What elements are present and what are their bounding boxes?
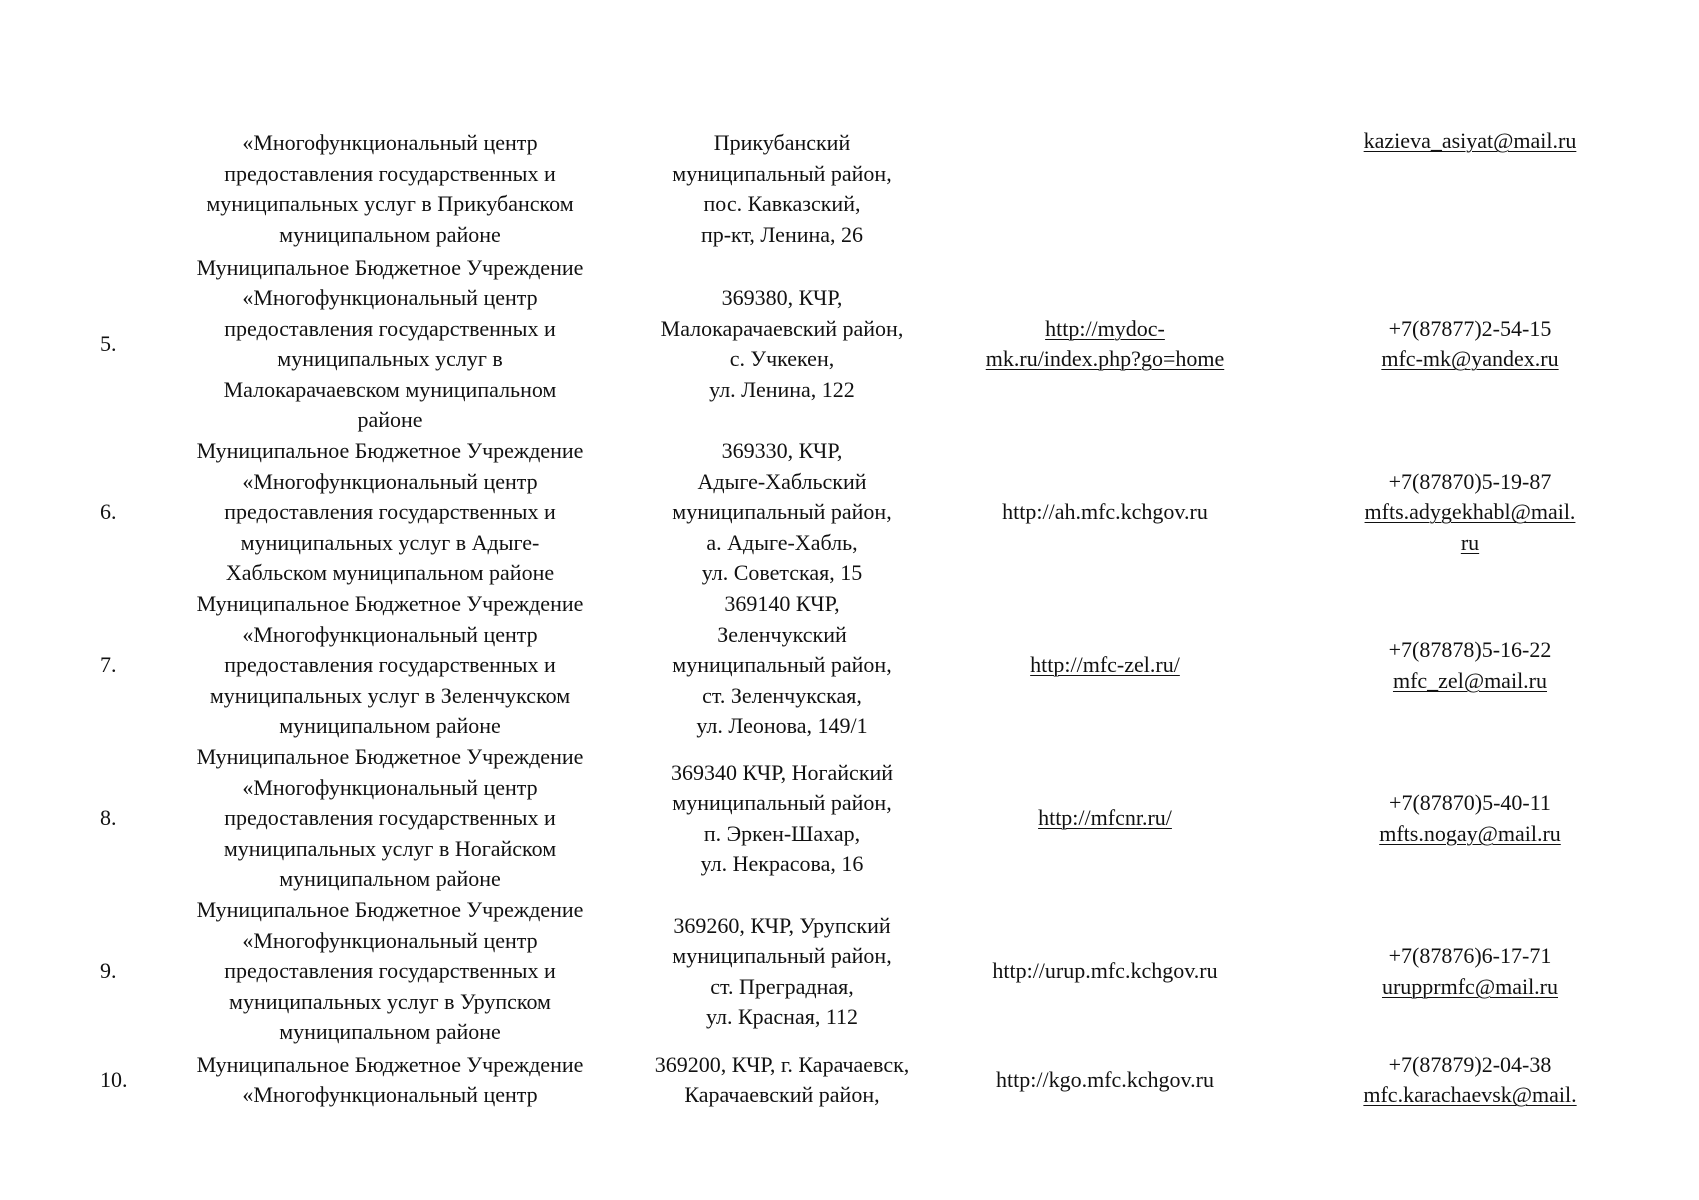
contacts-cell [1265,126,1675,156]
table-row [0,742,1699,895]
table-row [0,1048,1699,1112]
table-row [0,895,1699,1048]
organization-name: Муниципальное Бюджетное Учреждение «Многофункциональный центр предоставления государственных и муниципальных услуг в Адыге- Хабльском муниципальном районе [196,438,584,586]
website-link[interactable]: http://mydoc- mk.ru/index.php?go=home [985,315,1225,371]
contacts-cell [1265,742,1675,895]
organization-name: Муниципальное Бюджетное Учреждение «Многофункциональный центр предоставления государственных и муниципальных услуг в Малокарачаевском муниципальном районе [196,254,584,432]
website-link[interactable]: http://ah.mfc.kchgov.ru [1002,499,1208,525]
contacts [1382,941,1558,1002]
contacts-cell [1265,1048,1675,1112]
contacts [1381,314,1558,375]
email-link[interactable]: mfc-mk@yandex.ru [1381,346,1559,371]
email-link[interactable]: mfts.adygekhabl@mail. ru [1364,499,1576,555]
address: Прикубанский муниципальный район, пос. Кавказский, пр-кт, Ленина, 26 [672,130,892,247]
email-link[interactable]: kazieva_asiyat@mail.ru [1363,127,1577,153]
row-number: 5. [100,330,117,356]
email-link[interactable]: mfc_zel@mail.ru [1392,667,1548,693]
website-link[interactable] [960,126,1250,252]
phone-number: +7(87878)5-16-22 [1388,637,1552,662]
organization-name: Муниципальное Бюджетное Учреждение «Многофункциональный центр предоставления государственных и муниципальных услуг в Ногайском муниципальном районе [196,744,584,892]
contacts [1365,467,1576,559]
phone-number: +7(87870)5-19-87 [1388,468,1552,494]
email-link[interactable]: mfc.karachaevsk@mail. [1363,1082,1577,1107]
table-row [0,252,1699,436]
address: 369260, КЧР, Урупский муниципальный район, ст. Преградная, ул. Красная, 112 [672,912,892,1029]
phone-number: +7(87877)2-54-15 [1388,315,1552,341]
website-link[interactable]: http://kgo.mfc.kchgov.ru [996,1066,1214,1092]
contacts-cell [1265,252,1675,436]
address: 369330, КЧР, Адыге-Хабльский муниципальный район, а. Адыге-Хабль, ул. Советская, 15 [672,438,892,586]
row-number [100,126,160,252]
website-link[interactable]: http://mfc-zel.ru/ [1030,652,1180,678]
email-link[interactable]: mfts.nogay@mail.ru [1379,820,1561,846]
organization-name: Муниципальное Бюджетное Учреждение «Многофункциональный центр [196,1051,584,1107]
contacts [1363,1050,1576,1111]
email-link[interactable]: urupprmfc@mail.ru [1381,973,1559,999]
website-link[interactable]: http://mfcnr.ru/ [1038,805,1172,831]
organization-name: «Многофункциональный центр предоставления государственных и муниципальных услуг в Прикубанском муниципальном районе [206,130,574,247]
table-row [0,436,1699,589]
contacts-cell [1265,436,1675,589]
row-number: 8. [100,805,117,831]
website-link[interactable]: http://urup.mfc.kchgov.ru [992,958,1218,984]
phone-number: +7(87876)6-17-71 [1388,943,1552,968]
address: 369340 КЧР, Ногайский муниципальный район, п. Эркен-Шахар, ул. Некрасова, 16 [670,759,894,876]
table-row [0,126,1699,252]
row-number: 7. [100,652,117,678]
organization-name: Муниципальное Бюджетное Учреждение «Многофункциональный центр предоставления государственных и муниципальных услуг в Урупском муниципальном районе [196,897,584,1045]
contacts-cell [1265,589,1675,742]
row-number: 9. [100,958,117,984]
contacts-cell [1265,895,1675,1048]
contacts [1389,635,1552,696]
contacts [1364,126,1577,157]
address: 369380, КЧР, Малокарачаевский район, с. Учкекен, ул. Ленина, 122 [660,285,904,402]
phone-number: +7(87870)5-40-11 [1389,790,1551,815]
organization-name: Муниципальное Бюджетное Учреждение «Многофункциональный центр предоставления государственных и муниципальных услуг в Зеленчукском муниципальном районе [196,591,584,739]
phone-number: +7(87879)2-04-38 [1388,1051,1552,1077]
address: 369140 КЧР, Зеленчукский муниципальный район, ст. Зеленчукская, ул. Леонова, 149/1 [672,591,892,739]
row-number: 10. [100,1066,128,1092]
address: 369200, КЧР, г. Карачаевск, Карачаевский район, [654,1051,910,1107]
table-row [0,589,1699,742]
contacts [1379,788,1561,849]
row-number: 6. [100,499,117,525]
